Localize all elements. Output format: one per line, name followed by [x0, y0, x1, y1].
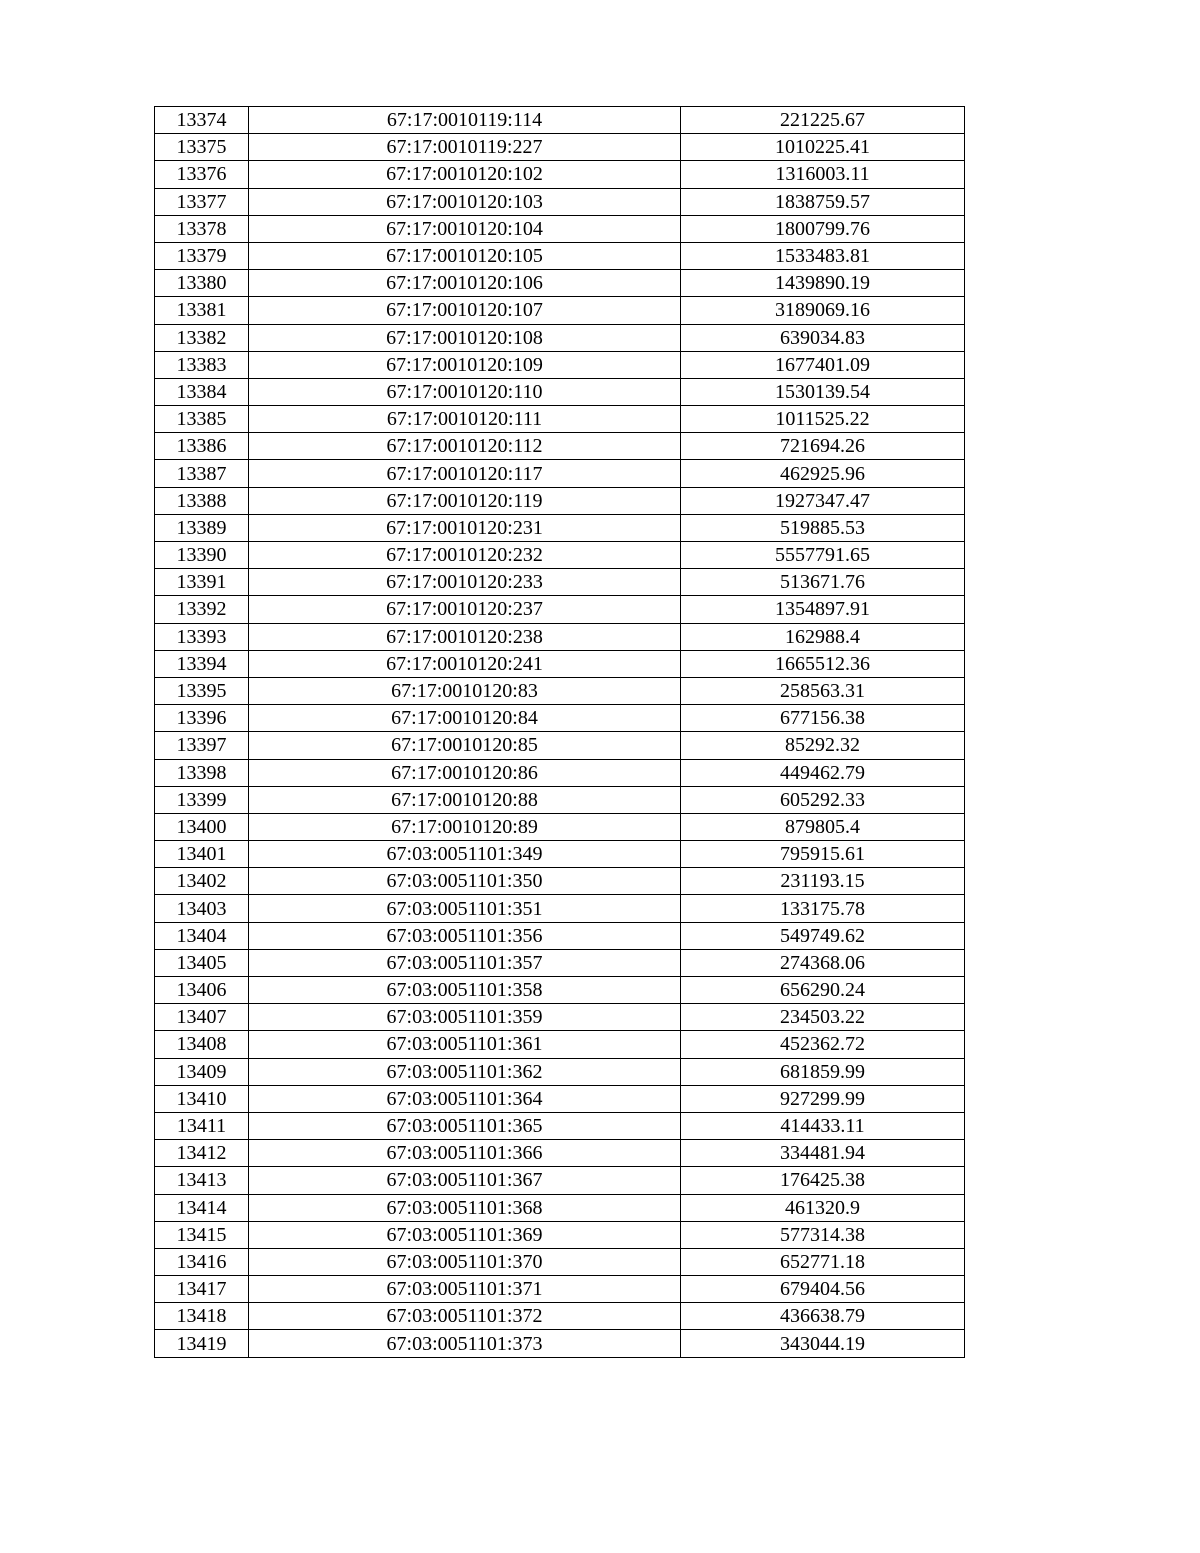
row-number-cell: 13416 — [155, 1248, 249, 1275]
table-row — [155, 542, 965, 569]
cadastral-number-cell: 67:03:0051101:350 — [249, 868, 681, 895]
row-number-cell: 13378 — [155, 215, 249, 242]
cadastral-number-cell: 67:03:0051101:359 — [249, 1004, 681, 1031]
row-number-cell: 13404 — [155, 922, 249, 949]
row-number-cell: 13374 — [155, 107, 249, 134]
cadastral-number-cell: 67:03:0051101:349 — [249, 841, 681, 868]
cadastral-number-cell: 67:03:0051101:357 — [249, 949, 681, 976]
cadastral-number-cell: 67:03:0051101:358 — [249, 977, 681, 1004]
table-row — [155, 922, 965, 949]
cadastral-number-cell: 67:17:0010120:108 — [249, 324, 681, 351]
cadastral-number-cell: 67:17:0010120:105 — [249, 242, 681, 269]
value-cell: 231193.15 — [681, 868, 965, 895]
cadastral-number-cell: 67:17:0010120:231 — [249, 514, 681, 541]
row-number-cell: 13390 — [155, 542, 249, 569]
cadastral-number-cell: 67:17:0010120:86 — [249, 759, 681, 786]
value-cell: 721694.26 — [681, 433, 965, 460]
table-row — [155, 297, 965, 324]
row-number-cell: 13414 — [155, 1194, 249, 1221]
value-cell: 1533483.81 — [681, 242, 965, 269]
value-cell: 449462.79 — [681, 759, 965, 786]
table-row — [155, 487, 965, 514]
row-number-cell: 13413 — [155, 1167, 249, 1194]
value-cell: 1800799.76 — [681, 215, 965, 242]
row-number-cell: 13400 — [155, 813, 249, 840]
value-cell: 274368.06 — [681, 949, 965, 976]
cadastral-number-cell: 67:03:0051101:370 — [249, 1248, 681, 1275]
cadastral-number-cell: 67:17:0010120:106 — [249, 270, 681, 297]
value-cell: 605292.33 — [681, 786, 965, 813]
row-number-cell: 13388 — [155, 487, 249, 514]
table-row — [155, 569, 965, 596]
value-cell: 133175.78 — [681, 895, 965, 922]
row-number-cell: 13415 — [155, 1221, 249, 1248]
cadastral-number-cell: 67:17:0010120:233 — [249, 569, 681, 596]
cadastral-number-cell: 67:17:0010120:83 — [249, 677, 681, 704]
value-cell: 549749.62 — [681, 922, 965, 949]
cadastral-number-cell: 67:03:0051101:371 — [249, 1276, 681, 1303]
table-row — [155, 650, 965, 677]
value-cell: 461320.9 — [681, 1194, 965, 1221]
row-number-cell: 13376 — [155, 161, 249, 188]
value-cell: 513671.76 — [681, 569, 965, 596]
value-cell: 221225.67 — [681, 107, 965, 134]
table-row — [155, 1167, 965, 1194]
cadastral-number-cell: 67:17:0010120:109 — [249, 351, 681, 378]
table-row — [155, 732, 965, 759]
value-cell: 414433.11 — [681, 1112, 965, 1139]
row-number-cell: 13402 — [155, 868, 249, 895]
table-row — [155, 1221, 965, 1248]
value-cell: 1011525.22 — [681, 406, 965, 433]
row-number-cell: 13409 — [155, 1058, 249, 1085]
table-row — [155, 324, 965, 351]
row-number-cell: 13387 — [155, 460, 249, 487]
value-cell: 258563.31 — [681, 677, 965, 704]
value-cell: 1354897.91 — [681, 596, 965, 623]
value-cell: 234503.22 — [681, 1004, 965, 1031]
table-row — [155, 1004, 965, 1031]
table-row — [155, 378, 965, 405]
table-row — [155, 977, 965, 1004]
value-cell: 1677401.09 — [681, 351, 965, 378]
table-row — [155, 1303, 965, 1330]
table-row — [155, 161, 965, 188]
row-number-cell: 13375 — [155, 134, 249, 161]
cadastral-number-cell: 67:03:0051101:373 — [249, 1330, 681, 1357]
row-number-cell: 13391 — [155, 569, 249, 596]
table-row — [155, 1330, 965, 1357]
value-cell: 5557791.65 — [681, 542, 965, 569]
row-number-cell: 13377 — [155, 188, 249, 215]
table-row — [155, 623, 965, 650]
row-number-cell: 13381 — [155, 297, 249, 324]
row-number-cell: 13417 — [155, 1276, 249, 1303]
table-row — [155, 1248, 965, 1275]
table-row — [155, 1276, 965, 1303]
value-cell: 1530139.54 — [681, 378, 965, 405]
value-cell: 334481.94 — [681, 1140, 965, 1167]
table-row — [155, 1058, 965, 1085]
cadastral-number-cell: 67:03:0051101:356 — [249, 922, 681, 949]
table-row — [155, 188, 965, 215]
cadastral-number-cell: 67:03:0051101:372 — [249, 1303, 681, 1330]
value-cell: 343044.19 — [681, 1330, 965, 1357]
cadastral-number-cell: 67:17:0010120:110 — [249, 378, 681, 405]
cadastral-number-cell: 67:17:0010120:107 — [249, 297, 681, 324]
cadastral-value-table — [154, 106, 965, 1358]
value-cell: 1316003.11 — [681, 161, 965, 188]
row-number-cell: 13389 — [155, 514, 249, 541]
table-body — [155, 107, 965, 1358]
row-number-cell: 13385 — [155, 406, 249, 433]
row-number-cell: 13419 — [155, 1330, 249, 1357]
value-cell: 577314.38 — [681, 1221, 965, 1248]
cadastral-number-cell: 67:03:0051101:365 — [249, 1112, 681, 1139]
cadastral-number-cell: 67:17:0010120:111 — [249, 406, 681, 433]
row-number-cell: 13411 — [155, 1112, 249, 1139]
value-cell: 639034.83 — [681, 324, 965, 351]
table-row — [155, 1194, 965, 1221]
value-cell: 927299.99 — [681, 1085, 965, 1112]
cadastral-number-cell: 67:03:0051101:366 — [249, 1140, 681, 1167]
value-cell: 681859.99 — [681, 1058, 965, 1085]
value-cell: 1838759.57 — [681, 188, 965, 215]
cadastral-number-cell: 67:17:0010120:241 — [249, 650, 681, 677]
table-row — [155, 107, 965, 134]
row-number-cell: 13382 — [155, 324, 249, 351]
table-row — [155, 514, 965, 541]
row-number-cell: 13410 — [155, 1085, 249, 1112]
value-cell: 176425.38 — [681, 1167, 965, 1194]
table-row — [155, 596, 965, 623]
table-row — [155, 270, 965, 297]
value-cell: 879805.4 — [681, 813, 965, 840]
value-cell: 679404.56 — [681, 1276, 965, 1303]
table-row — [155, 215, 965, 242]
value-cell: 1665512.36 — [681, 650, 965, 677]
cadastral-number-cell: 67:17:0010120:119 — [249, 487, 681, 514]
value-cell: 3189069.16 — [681, 297, 965, 324]
table-row — [155, 677, 965, 704]
cadastral-number-cell: 67:17:0010120:84 — [249, 705, 681, 732]
row-number-cell: 13396 — [155, 705, 249, 732]
cadastral-number-cell: 67:17:0010120:117 — [249, 460, 681, 487]
row-number-cell: 13395 — [155, 677, 249, 704]
cadastral-number-cell: 67:17:0010120:237 — [249, 596, 681, 623]
table-row — [155, 351, 965, 378]
table-row — [155, 460, 965, 487]
row-number-cell: 13397 — [155, 732, 249, 759]
value-cell: 436638.79 — [681, 1303, 965, 1330]
row-number-cell: 13403 — [155, 895, 249, 922]
value-cell: 452362.72 — [681, 1031, 965, 1058]
table-row — [155, 1112, 965, 1139]
cadastral-number-cell: 67:17:0010120:232 — [249, 542, 681, 569]
table-row — [155, 134, 965, 161]
row-number-cell: 13398 — [155, 759, 249, 786]
row-number-cell: 13399 — [155, 786, 249, 813]
cadastral-number-cell: 67:17:0010119:227 — [249, 134, 681, 161]
value-cell: 85292.32 — [681, 732, 965, 759]
row-number-cell: 13383 — [155, 351, 249, 378]
value-cell: 519885.53 — [681, 514, 965, 541]
cadastral-number-cell: 67:17:0010119:114 — [249, 107, 681, 134]
value-cell: 1927347.47 — [681, 487, 965, 514]
table-row — [155, 406, 965, 433]
table-row — [155, 786, 965, 813]
row-number-cell: 13412 — [155, 1140, 249, 1167]
cadastral-number-cell: 67:17:0010120:88 — [249, 786, 681, 813]
row-number-cell: 13393 — [155, 623, 249, 650]
table-row — [155, 1031, 965, 1058]
table-row — [155, 895, 965, 922]
table-row — [155, 949, 965, 976]
value-cell: 795915.61 — [681, 841, 965, 868]
value-cell: 677156.38 — [681, 705, 965, 732]
row-number-cell: 13418 — [155, 1303, 249, 1330]
row-number-cell: 13392 — [155, 596, 249, 623]
cadastral-number-cell: 67:03:0051101:362 — [249, 1058, 681, 1085]
row-number-cell: 13394 — [155, 650, 249, 677]
table-row — [155, 841, 965, 868]
value-cell: 162988.4 — [681, 623, 965, 650]
table-row — [155, 705, 965, 732]
cadastral-number-cell: 67:03:0051101:361 — [249, 1031, 681, 1058]
value-cell: 656290.24 — [681, 977, 965, 1004]
row-number-cell: 13384 — [155, 378, 249, 405]
row-number-cell: 13406 — [155, 977, 249, 1004]
table-row — [155, 759, 965, 786]
cadastral-number-cell: 67:17:0010120:104 — [249, 215, 681, 242]
table-row — [155, 813, 965, 840]
cadastral-number-cell: 67:17:0010120:103 — [249, 188, 681, 215]
table-row — [155, 868, 965, 895]
cadastral-number-cell: 67:03:0051101:369 — [249, 1221, 681, 1248]
cadastral-number-cell: 67:03:0051101:368 — [249, 1194, 681, 1221]
value-cell: 1010225.41 — [681, 134, 965, 161]
row-number-cell: 13407 — [155, 1004, 249, 1031]
row-number-cell: 13408 — [155, 1031, 249, 1058]
row-number-cell: 13380 — [155, 270, 249, 297]
cadastral-number-cell: 67:17:0010120:89 — [249, 813, 681, 840]
value-cell: 462925.96 — [681, 460, 965, 487]
value-cell: 1439890.19 — [681, 270, 965, 297]
cadastral-number-cell: 67:17:0010120:102 — [249, 161, 681, 188]
row-number-cell: 13401 — [155, 841, 249, 868]
table-row — [155, 433, 965, 460]
value-cell: 652771.18 — [681, 1248, 965, 1275]
row-number-cell: 13405 — [155, 949, 249, 976]
row-number-cell: 13386 — [155, 433, 249, 460]
cadastral-number-cell: 67:03:0051101:364 — [249, 1085, 681, 1112]
table-row — [155, 242, 965, 269]
row-number-cell: 13379 — [155, 242, 249, 269]
cadastral-number-cell: 67:17:0010120:112 — [249, 433, 681, 460]
cadastral-number-cell: 67:03:0051101:367 — [249, 1167, 681, 1194]
cadastral-number-cell: 67:03:0051101:351 — [249, 895, 681, 922]
cadastral-number-cell: 67:17:0010120:85 — [249, 732, 681, 759]
cadastral-number-cell: 67:17:0010120:238 — [249, 623, 681, 650]
table-row — [155, 1085, 965, 1112]
table-row — [155, 1140, 965, 1167]
